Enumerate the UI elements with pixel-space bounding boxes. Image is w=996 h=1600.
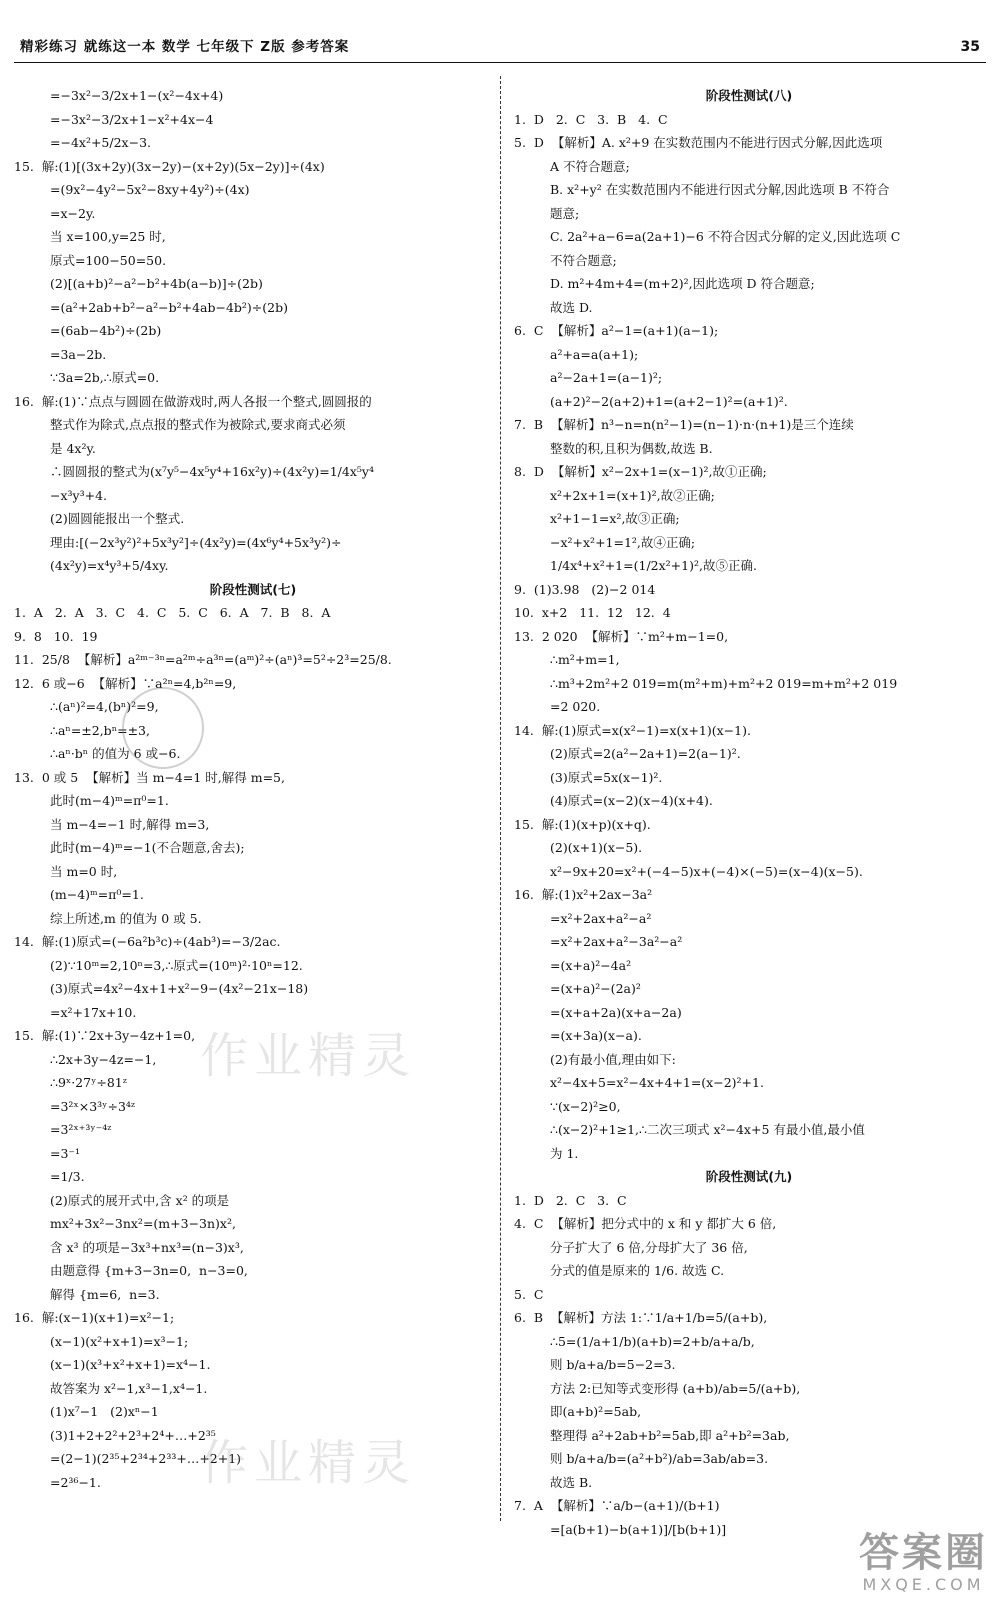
answer-line: 7. B 【解析】n³−n=n(n²−1)=(n−1)·n·(n+1)是三个连续 [514, 417, 854, 432]
answer-line: A 不符合题意; [550, 158, 630, 174]
answer-line: 9. 8 10. 19 [14, 628, 98, 644]
answer-line: 1. D 2. C 3. C [514, 1192, 627, 1208]
answer-line: =x²+2ax+a²−a² [550, 910, 652, 926]
answer-line: =2 020. [550, 699, 601, 714]
answer-line: (a+2)²−2(a+2)+1=(a+2−1)²=(a+1)². [550, 393, 788, 409]
answer-line: (3)原式=4x²−4x+1+x²−9−(4x²−21x−18) [50, 981, 309, 996]
answer-line: 题意; [550, 205, 580, 221]
answer-line: =−4x²+5/2x−3. [50, 135, 152, 150]
answer-line: (x−1)(x³+x²+x+1)=x⁴−1. [50, 1357, 211, 1372]
answer-line: 15. 解:(1)[(3x+2y)(3x−2y)−(x+2y)(5x−2y)]÷(4x) [14, 158, 325, 174]
answer-line: (3)原式=5x(x−1)². [550, 769, 663, 785]
answer-line: 4. C 【解析】把分式中的 x 和 y 都扩大 6 倍, [514, 1216, 777, 1231]
answer-line: 则 b/a+a/b=5−2=3. [550, 1357, 676, 1372]
answer-line: (2)[(a+b)²−a²−b²+4b(a−b)]÷(2b) [50, 276, 263, 291]
answer-line: a²−2a+1=(a−1)²; [550, 370, 663, 385]
answer-line: 14. 解:(1)原式=x(x²−1)=x(x+1)(x−1). [514, 722, 751, 738]
answer-line: 16. 解:(1)x²+2ax−3a² [514, 887, 653, 902]
answer-line: =2³⁶−1. [50, 1474, 101, 1490]
answer-line: C. 2a²+a−6=a(2a+1)−6 不符合因式分解的定义,因此选项 C [550, 229, 901, 244]
answer-line: 13. 2 020 【解析】∵m²+m−1=0, [514, 628, 729, 644]
answer-line: =−3x²−3/2x+1−(x²−4x+4) [50, 88, 224, 103]
answer-line: =(a²+2ab+b²−a²−b²+4ab−4b²)÷(2b) [50, 299, 288, 315]
answer-line: (4x²y)=x⁴y³+5/4xy. [50, 558, 169, 573]
answer-line: ∵(x−2)²≥0, [550, 1098, 621, 1114]
answer-line: =[a(b+1)−b(a+1)]/[b(b+1)] [550, 1521, 727, 1537]
answer-line: 分子扩大了 6 倍,分母扩大了 36 倍, [550, 1239, 748, 1255]
answer-line: B. x²+y² 在实数范围内不能进行因式分解,因此选项 B 不符合 [550, 182, 890, 197]
answer-line: 11. 25/8 【解析】a²ᵐ⁻³ⁿ=a²ᵐ÷a³ⁿ=(aᵐ)²÷(aⁿ)³=5²÷2³=25/8. [14, 652, 392, 667]
answer-line: 6. C 【解析】a²−1=(a+1)(a−1); [514, 323, 719, 338]
answer-line: 故答案为 x²−1,x³−1,x⁴−1. [50, 1380, 208, 1396]
watermark-text-bottom: 作业精灵 [200, 1435, 417, 1491]
answer-line: (2)原式=2(a²−2a+1)=2(a−1)². [550, 746, 741, 761]
answer-line: x²+1−1=x²,故③正确; [550, 511, 680, 526]
answer-line: (m−4)ᵐ=π⁰=1. [50, 887, 144, 902]
answer-line: 此时(m−4)ᵐ=π⁰=1. [50, 793, 169, 808]
answer-line: 5. C [514, 1286, 544, 1302]
answer-line: 8. D 【解析】x²−2x+1=(x−1)²,故①正确; [514, 464, 767, 479]
answer-line: (2)(x+1)(x−5). [550, 840, 643, 855]
answer-line: 16. 解:(x−1)(x+1)=x²−1; [14, 1310, 175, 1325]
page-number: 35 [960, 39, 980, 55]
answer-line: 原式=100−50=50. [50, 252, 167, 268]
answer-line: ∴m²+m=1, [550, 652, 620, 667]
answer-line: 10. x+2 11. 12 12. 4 [514, 605, 671, 620]
answer-line: ∴aⁿ·bⁿ 的值为 6 或−6. [50, 746, 181, 761]
answer-line: (2)∵10ᵐ=2,10ⁿ=3,∴原式=(10ᵐ)²·10ⁿ=12. [50, 957, 303, 973]
answer-line: 方法 2:已知等式变形得 (a+b)/ab=5/(a+b), [550, 1380, 801, 1396]
answer-line: =1/3. [50, 1169, 85, 1184]
brand-logo-text: 答案圈 [859, 1530, 988, 1576]
answer-line: =(2−1)(2³⁵+2³⁴+2³³+…+2+1) [50, 1451, 242, 1466]
answer-line: 7. A 【解析】∵a/b−(a+1)/(b+1) [514, 1498, 720, 1513]
answer-line: 5. D 【解析】A. x²+9 在实数范围内不能进行因式分解,因此选项 [514, 135, 883, 150]
answer-line: 当 m=0 时, [50, 863, 118, 879]
answer-line: ∴5=(1/a+1/b)(a+b)=2+b/a+a/b, [550, 1333, 755, 1349]
answer-line: (2)有最小值,理由如下: [550, 1051, 676, 1067]
answer-line: 分式的值是原来的 1/6. 故选 C. [550, 1263, 725, 1278]
answer-line: (2)原式的展开式中,含 x² 的项是 [50, 1192, 230, 1208]
answer-line: 整式作为除式,点点报的整式作为被除式,要求商式必须 [50, 417, 346, 432]
answer-line: =(x+3a)(x−a). [550, 1028, 642, 1043]
column-divider [500, 76, 501, 1521]
answer-line: 理由:[(−2x³y²)²+5x³y²]÷(4x²y)=(4x⁶y⁴+5x³y²)÷ [50, 534, 342, 550]
answer-line: 整理得 a²+2ab+b²=5ab,即 a²+b²=3ab, [550, 1427, 790, 1443]
answer-line: 此时(m−4)ᵐ=−1(不合题意,舍去); [50, 840, 245, 855]
section-title: 阶段性测试(七) [209, 581, 297, 597]
section-title: 阶段性测试(九) [705, 1169, 793, 1184]
answer-line: D. m²+4m+4=(m+2)²,因此选项 D 符合题意; [550, 276, 815, 291]
answer-line: =−3x²−3/2x+1−x²+4x−4 [50, 111, 214, 127]
answer-line: x²+2x+1=(x+1)²,故②正确; [550, 487, 715, 503]
answer-line: 含 x³ 的项是−3x³+nx³=(n−3)x³, [50, 1239, 244, 1255]
page-header [14, 36, 986, 63]
right-column [514, 84, 984, 1541]
answer-line: =(x+a)²−(2a)² [550, 981, 641, 996]
answer-line: =3a−2b. [50, 346, 107, 362]
answer-line: 1. A 2. A 3. C 4. C 5. C 6. A 7. B 8. A [14, 605, 331, 620]
answer-line: 整数的积,且积为偶数,故选 B. [550, 440, 713, 456]
header-title: 精彩练习 就练这一本 数学 七年级下 Z版 参考答案 [20, 39, 350, 55]
answer-line: 综上所述,m 的值为 0 或 5. [50, 910, 202, 926]
answer-line: −x²+x²+1=1²,故④正确; [550, 534, 696, 550]
answer-line: 即(a+b)²=5ab, [550, 1404, 642, 1419]
answer-line: 为 1. [550, 1145, 579, 1161]
answer-line: 13. 0 或 5 【解析】当 m−4=1 时,解得 m=5, [14, 769, 285, 785]
answer-line: ∴(x−2)²+1≥1,∴二次三项式 x²−4x+5 有最小值,最小值 [550, 1122, 865, 1137]
brand-url: MXQE.COM [862, 1575, 985, 1594]
answer-line: =x−2y. [50, 205, 96, 221]
answer-line: (3)1+2+2²+2³+2⁴+…+2³⁵ [50, 1427, 216, 1443]
answer-line: ∴圆圆报的整式为(x⁷y⁵−4x⁵y⁴+16x²y)÷(4x²y)=1/4x⁵y⁴ [50, 464, 374, 479]
answer-line: 当 x=100,y=25 时, [50, 229, 166, 244]
answer-line: 15. 解:(1)∵2x+3y−4z+1=0, [14, 1028, 196, 1043]
answer-line: a²+a=a(a+1); [550, 346, 639, 362]
answer-line: 14. 解:(1)原式=(−6a²b³c)÷(4ab³)=−3/2ac. [14, 934, 281, 949]
watermark-text: 作业精灵 [200, 1028, 417, 1084]
answer-line: ∴9ˣ·27ʸ÷81ᶻ [50, 1075, 127, 1090]
answer-line: =3²ˣ⁺³ʸ⁻⁴ᶻ [50, 1122, 112, 1137]
answer-line: (x−1)(x²+x+1)=x³−1; [50, 1333, 189, 1349]
answer-line: =3⁻¹ [50, 1145, 81, 1161]
left-column [14, 84, 492, 1494]
answer-line: x²−9x+20=x²+(−4−5)x+(−4)×(−5)=(x−4)(x−5). [550, 863, 863, 879]
answer-line: 故选 B. [550, 1474, 593, 1490]
answer-line: 1. D 2. C 3. B 4. C [514, 111, 668, 127]
answer-line: mx²+3x²−3nx²=(m+3−3n)x², [50, 1216, 236, 1231]
answer-line: ∴2x+3y−4z=−1, [50, 1051, 157, 1067]
answer-line: 1/4x⁴+x²+1=(1/2x²+1)²,故⑤正确. [550, 558, 757, 573]
brand-logo [859, 1530, 988, 1594]
answer-line: (4)原式=(x−2)(x−4)(x+4). [550, 793, 713, 808]
answer-line: x²−4x+5=x²−4x+4+1=(x−2)²+1. [550, 1075, 764, 1090]
answer-line: =x²+2ax+a²−3a²−a² [550, 934, 683, 949]
answer-line: 16. 解:(1)∵点点与圆圆在做游戏时,两人各报一个整式,圆圆报的 [14, 393, 372, 409]
answer-line: =x²+17x+10. [50, 1004, 137, 1020]
answer-line: =(x+a)²−4a² [550, 957, 632, 973]
answer-line: ∵3a=2b,∴原式=0. [50, 370, 160, 385]
answer-line: 6. B 【解析】方法 1:∵1/a+1/b=5/(a+b), [514, 1310, 768, 1325]
answer-line: =(9x²−4y²−5x²−8xy+4y²)÷(4x) [50, 182, 250, 197]
answer-line: =(x+a+2a)(x+a−2a) [550, 1004, 682, 1020]
section-title: 阶段性测试(八) [705, 88, 793, 103]
answer-line: =3²ˣ×3³ʸ÷3⁴ᶻ [50, 1098, 136, 1114]
watermark-stamp-icon [122, 687, 204, 769]
answer-line: 不符合题意; [550, 252, 617, 268]
answer-line: ∴(aⁿ)²=4,(bⁿ)²=9, [50, 699, 159, 714]
answer-line: 则 b/a+a/b=(a²+b²)/ab=3ab/ab=3. [550, 1451, 769, 1466]
answer-line: 15. 解:(1)(x+p)(x+q). [514, 816, 651, 832]
answer-line: 当 m−4=−1 时,解得 m=3, [50, 816, 210, 832]
answer-line: 12. 6 或−6 【解析】∵a²ⁿ=4,b²ⁿ=9, [14, 675, 237, 691]
answer-line: 故选 D. [550, 299, 593, 315]
answer-line: (2)圆圆能报出一个整式. [50, 511, 185, 526]
answer-line: ∴aⁿ=±2,bⁿ=±3, [50, 722, 150, 738]
answer-line: ∴m³+2m²+2 019=m(m²+m)+m²+2 019=m+m²+2 019 [550, 675, 898, 691]
answer-line: −x³y³+4. [50, 487, 108, 503]
answer-line: 9. (1)3.98 (2)−2 014 [514, 581, 656, 597]
answer-line: 解得 {m=6, n=3. [50, 1286, 160, 1302]
answer-line: 是 4x²y. [50, 440, 96, 456]
answer-line: (1)x⁷−1 (2)xⁿ−1 [50, 1404, 159, 1419]
answer-line: =(6ab−4b²)÷(2b) [50, 323, 162, 338]
answer-line: 由题意得 {m+3−3n=0, n−3=0, [50, 1263, 248, 1278]
